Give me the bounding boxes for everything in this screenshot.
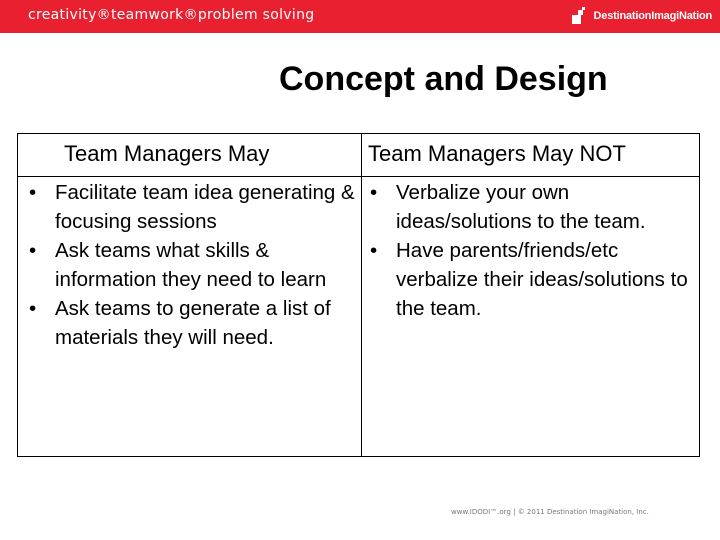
header-rule bbox=[18, 176, 699, 177]
list-item: • Verbalize your own ideas/solutions to the team. bbox=[367, 178, 697, 236]
list-item: • Ask teams to generate a list of materials they will need. bbox=[26, 294, 358, 352]
may-not-list bbox=[367, 178, 697, 323]
may-list bbox=[26, 178, 358, 352]
brand-logo bbox=[571, 5, 712, 27]
destination-imagination-logo-icon bbox=[571, 6, 591, 26]
brand-name: DestinationImagiNation bbox=[593, 10, 712, 22]
list-item: • Facilitate team idea generating & focusing sessions bbox=[26, 178, 358, 236]
tagline: creativity®teamwork®problem solving bbox=[28, 7, 315, 23]
may-column-header: Team Managers May bbox=[64, 141, 270, 166]
may-not-column-header: Team Managers May NOT bbox=[368, 141, 626, 166]
header-bar bbox=[0, 0, 720, 33]
page-title: Concept and Design bbox=[279, 60, 608, 98]
list-item: • Ask teams what skills & information they need to learn bbox=[26, 236, 358, 294]
column-divider bbox=[361, 134, 362, 456]
list-item: • Have parents/friends/etc verbalize their ideas/solutions to the team. bbox=[367, 236, 697, 323]
may-may-not-table bbox=[17, 133, 700, 457]
footer-copyright: www.IDODI™.org | © 2011 Destination ImagiNation, Inc. bbox=[451, 508, 649, 516]
